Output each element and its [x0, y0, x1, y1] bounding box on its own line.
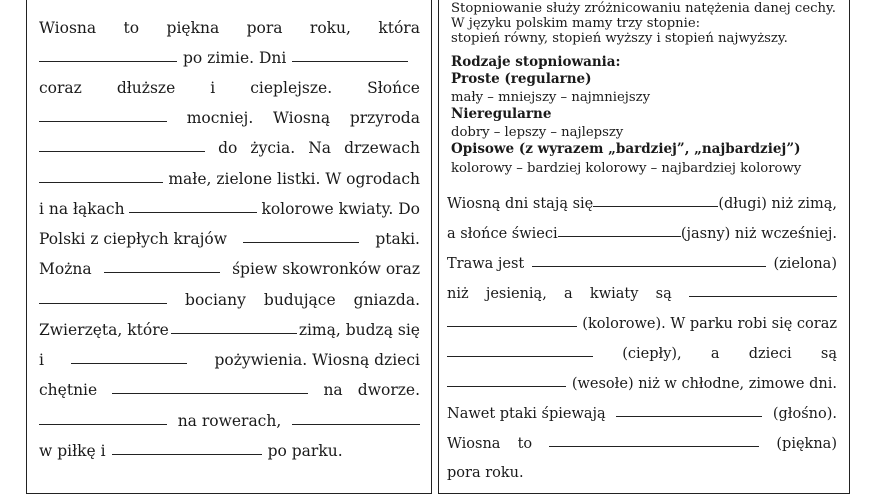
- word: Słońce: [367, 79, 420, 97]
- word: życia.: [250, 139, 296, 157]
- word: Wiosna: [39, 19, 97, 37]
- text: Polski z ciepłych krajów: [39, 230, 227, 248]
- theory-example-regular: mały – mniejszy – najmniejszy: [451, 90, 651, 105]
- word: dzieci: [748, 346, 792, 362]
- theory-intro-line-3: stopień równy, stopień wyższy i stopień najwyższy.: [451, 31, 788, 46]
- word: pora: [246, 19, 283, 37]
- text: Nawet ptaki śpiewają: [447, 406, 606, 422]
- text: śpiew skowronków oraz: [232, 260, 420, 278]
- text: na rowerach,: [177, 412, 282, 430]
- word: coraz: [39, 79, 82, 97]
- word: Na: [308, 139, 332, 157]
- right-line-7: [447, 376, 837, 392]
- theory-type-irregular: Nieregularne: [451, 106, 552, 122]
- fill-blank[interactable]: [689, 295, 837, 297]
- right-line-9: [447, 436, 837, 452]
- left-line-8: [39, 230, 420, 248]
- text: małe, zielone listki. W ogrodach: [168, 170, 420, 188]
- word: budujące: [263, 291, 336, 309]
- left-line-5: [39, 139, 420, 157]
- text: (głośno).: [772, 406, 837, 422]
- word: i: [210, 79, 216, 97]
- fill-blank[interactable]: [39, 181, 163, 183]
- fill-blank[interactable]: [593, 205, 718, 207]
- fill-blank[interactable]: [292, 60, 408, 62]
- right-line-5: [447, 316, 837, 332]
- left-line-2: [39, 49, 420, 67]
- text: po zimie. Dni: [183, 49, 287, 67]
- fill-blank[interactable]: [39, 60, 177, 62]
- right-line-10: [447, 465, 837, 481]
- text: Wiosną dni stają się: [447, 196, 594, 212]
- word: roku,: [309, 19, 351, 37]
- left-line-6: [39, 170, 420, 188]
- right-line-3: [447, 256, 837, 272]
- word: bociany: [185, 291, 246, 309]
- word: która: [378, 19, 420, 37]
- fill-blank[interactable]: [616, 415, 762, 417]
- fill-blank[interactable]: [112, 453, 262, 455]
- right-line-8: [447, 406, 837, 422]
- fill-blank[interactable]: [71, 362, 187, 364]
- right-line-2: [447, 226, 837, 242]
- word: przyroda: [349, 109, 420, 127]
- text: kolorowe kwiaty. Do: [261, 200, 420, 218]
- text: (kolorowe). W parku robi się coraz: [582, 316, 837, 332]
- fill-blank[interactable]: [39, 302, 167, 304]
- word: cieplejsze.: [250, 79, 333, 97]
- word: są: [655, 286, 672, 302]
- word: mocniej.: [186, 109, 254, 127]
- right-line-4: [447, 286, 837, 302]
- text: i: [39, 351, 44, 369]
- fill-blank[interactable]: [447, 355, 593, 357]
- word: a: [710, 346, 720, 362]
- text: chętnie: [39, 381, 98, 399]
- theory-type-regular: Proste (regularne): [451, 71, 592, 87]
- fill-blank[interactable]: [39, 423, 167, 425]
- text: dworze.: [357, 381, 420, 399]
- theory-example-irregular: dobry – lepszy – najlepszy: [451, 125, 624, 140]
- theory-intro-line-2: W języku polskim mamy trzy stopnie:: [451, 16, 701, 31]
- left-line-7: [39, 200, 420, 218]
- fill-blank[interactable]: [39, 150, 205, 152]
- text: Zwierzęta, które: [39, 321, 169, 339]
- word: dłuższe: [116, 79, 176, 97]
- fill-blank[interactable]: [104, 271, 220, 273]
- fill-blank[interactable]: [129, 211, 257, 213]
- text: Wiosna: [447, 436, 501, 452]
- theory-example-descriptive: kolorowy – bardziej kolorowy – najbardziej kolorowy: [451, 161, 802, 176]
- left-line-1: [39, 19, 420, 37]
- text: (jasny) niż wcześniej.: [680, 226, 837, 242]
- word: Wiosną: [272, 109, 331, 127]
- text: zimą, budzą się: [298, 321, 420, 339]
- text: Można: [39, 260, 92, 278]
- right-line-6: [447, 346, 837, 362]
- fill-blank[interactable]: [39, 120, 167, 122]
- text: (długi) niż zimą,: [718, 196, 837, 212]
- text: w piłkę i: [39, 442, 106, 460]
- left-line-9: [39, 260, 420, 278]
- left-line-13: [39, 381, 420, 399]
- text: po parku.: [267, 442, 343, 460]
- word: niż: [447, 286, 469, 302]
- theory-intro-line-1: Stopniowanie służy zróżnicowaniu natężenia danej cechy.: [451, 1, 836, 16]
- fill-blank[interactable]: [558, 235, 681, 237]
- right-line-1: [447, 196, 837, 212]
- word: a: [564, 286, 573, 302]
- text: to: [517, 436, 533, 452]
- word: to: [123, 19, 140, 37]
- word: kwiaty: [589, 286, 639, 302]
- left-line-10: [39, 291, 420, 309]
- word: piękna: [166, 19, 220, 37]
- fill-blank[interactable]: [243, 241, 359, 243]
- theory-heading: Rodzaje stopniowania:: [451, 54, 621, 70]
- fill-blank[interactable]: [447, 385, 566, 387]
- word: drzewach: [344, 139, 420, 157]
- text: pożywienia. Wiosną dzieci: [214, 351, 420, 369]
- text: na: [323, 381, 343, 399]
- left-line-12: [39, 351, 420, 369]
- fill-blank[interactable]: [292, 423, 420, 425]
- word: do: [218, 139, 238, 157]
- theory-type-descriptive: Opisowe (z wyrazem „bardziej”, „najbardziej”): [451, 141, 801, 157]
- fill-blank[interactable]: [171, 332, 297, 334]
- text: Trawa jest: [447, 256, 525, 272]
- word: gniazda.: [353, 291, 420, 309]
- left-line-3: [39, 79, 420, 97]
- left-line-4: [39, 109, 420, 127]
- fill-blank[interactable]: [549, 445, 759, 447]
- text: ptaki.: [375, 230, 420, 248]
- word: (ciepły),: [622, 346, 682, 362]
- text: i na łąkach: [39, 200, 125, 218]
- left-line-15: [39, 442, 420, 460]
- text: a słońce świeci: [447, 226, 558, 242]
- text: (zielona): [773, 256, 837, 272]
- word: są: [820, 346, 837, 362]
- text: (piękna): [776, 436, 837, 452]
- left-line-14: [39, 412, 420, 430]
- text: pora roku.: [447, 465, 524, 481]
- text: (wesołe) niż w chłodne, zimowe dni.: [571, 376, 837, 392]
- fill-blank[interactable]: [532, 265, 766, 267]
- fill-blank[interactable]: [112, 392, 308, 394]
- left-line-11: [39, 321, 420, 339]
- word: jesienią,: [485, 286, 547, 302]
- fill-blank[interactable]: [447, 325, 577, 327]
